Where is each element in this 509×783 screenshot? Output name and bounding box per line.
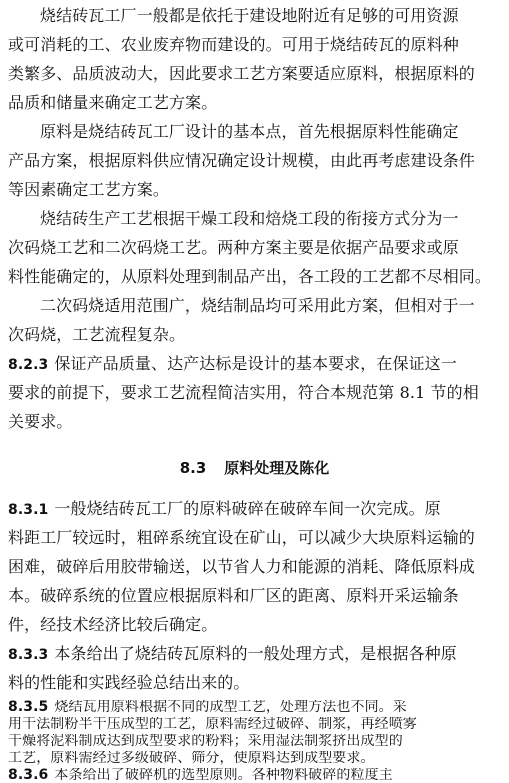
paragraph-1-line-3: 类繁多、品质波动大，因此要求工艺方案要适应原料，根据原料的 [8, 64, 475, 83]
clause-8-3-6-line-1 [8, 768, 505, 783]
section-title: 原料处理及陈化 [224, 459, 330, 477]
clause-8-3-5-line-4: 工艺，原料需经过多级破碎、筛分，使原料达到成型要求。 [8, 751, 375, 766]
paragraph-1-line-4: 品质和储量来确定工艺方案。 [8, 93, 218, 112]
section-heading [0, 458, 509, 478]
clause-8-3-1-line-1 [8, 499, 505, 520]
clause-number: 8.3.3 [8, 647, 49, 663]
clause-text: 烧结瓦用原料根据不同的成型工艺，处理方法也不同。采 [54, 700, 407, 715]
section-number: 8.3 [179, 459, 207, 477]
clause-number: 8.3.5 [8, 700, 49, 715]
clause-text: 一般烧结砖瓦工厂的原料破碎在破碎车间一次完成。原 [54, 499, 441, 518]
clause-8-3-1-line-5: 件，经技术经济比较后确定。 [8, 615, 218, 634]
clause-8-3-5-line-2: 用干法制粉半干压成型的工艺，原料需经过破碎、制浆，再经喷雾 [8, 717, 417, 732]
clause-number: 8.3.6 [8, 768, 49, 783]
paragraph-4-line-1: 二次码烧适用范围广，烧结制品均可采用此方案，但相对于一 [40, 296, 475, 315]
paragraph-2-line-3: 等因素确定工艺方案。 [8, 180, 170, 199]
clause-text: 本条给出了破碎机的选型原则。各种物料破碎的粒度主 [54, 768, 393, 783]
clause-number: 8.3.1 [8, 502, 49, 518]
paragraph-3-line-1: 烧结砖生产工艺根据干燥工段和焙烧工段的衔接方式分为一 [40, 209, 459, 228]
clause-8-3-1-line-4: 本。破碎系统的位置应根据原料和厂区的距离、原料开采运输条 [8, 586, 459, 605]
clause-8-3-1-line-2: 料距工厂较远时，粗碎系统宜设在矿山，可以减少大块原料运输的 [8, 528, 475, 547]
paragraph-1-line-1: 烧结砖瓦工厂一般都是依托于建设地附近有足够的可用资源 [40, 6, 459, 25]
paragraph-3-line-3: 料性能确定的，从原料处理到制品产出，各工段的工艺都不尽相同。 [8, 267, 492, 286]
clause-8-3-5-line-1 [8, 700, 505, 715]
clause-number: 8.2.3 [8, 357, 49, 373]
paragraph-2-line-1: 原料是烧结砖瓦工厂设计的基本点，首先根据原料性能确定 [40, 122, 459, 141]
paragraph-4-line-2: 次码烧，工艺流程复杂。 [8, 325, 186, 344]
clause-text: 保证产品质量、达产达标是设计的基本要求，在保证这一 [54, 354, 457, 373]
clause-8-2-3-line-3: 关要求。 [8, 412, 73, 431]
clause-text: 本条给出了烧结砖瓦原料的一般处理方式，是根据各种原 [54, 644, 457, 663]
clause-8-2-3-line-1 [8, 354, 505, 375]
clause-8-2-3-line-2: 要求的前提下，要求工艺流程简洁实用，符合本规范第 8.1 节的相 [8, 383, 479, 402]
clause-8-3-5-line-3: 干燥将泥料制成达到成型要求的粉料；采用湿法制浆挤出成型的 [8, 734, 403, 749]
clause-8-3-3-line-2: 料的性能和实践经验总结出来的。 [8, 673, 250, 692]
paragraph-1-line-2: 或可消耗的工、农业废弃物而建设的。可用于烧结砖瓦的原料种 [8, 35, 459, 54]
clause-8-3-3-line-1 [8, 644, 505, 665]
clause-8-3-1-line-3: 困难，破碎后用胶带输送，以节省人力和能源的消耗、降低原料成 [8, 557, 475, 576]
paragraph-3-line-2: 次码烧工艺和二次码烧工艺。两种方案主要是依据产品要求或原 [8, 238, 459, 257]
paragraph-2-line-2: 产品方案，根据原料供应情况确定设计规模，由此再考虑建设条件 [8, 151, 475, 170]
